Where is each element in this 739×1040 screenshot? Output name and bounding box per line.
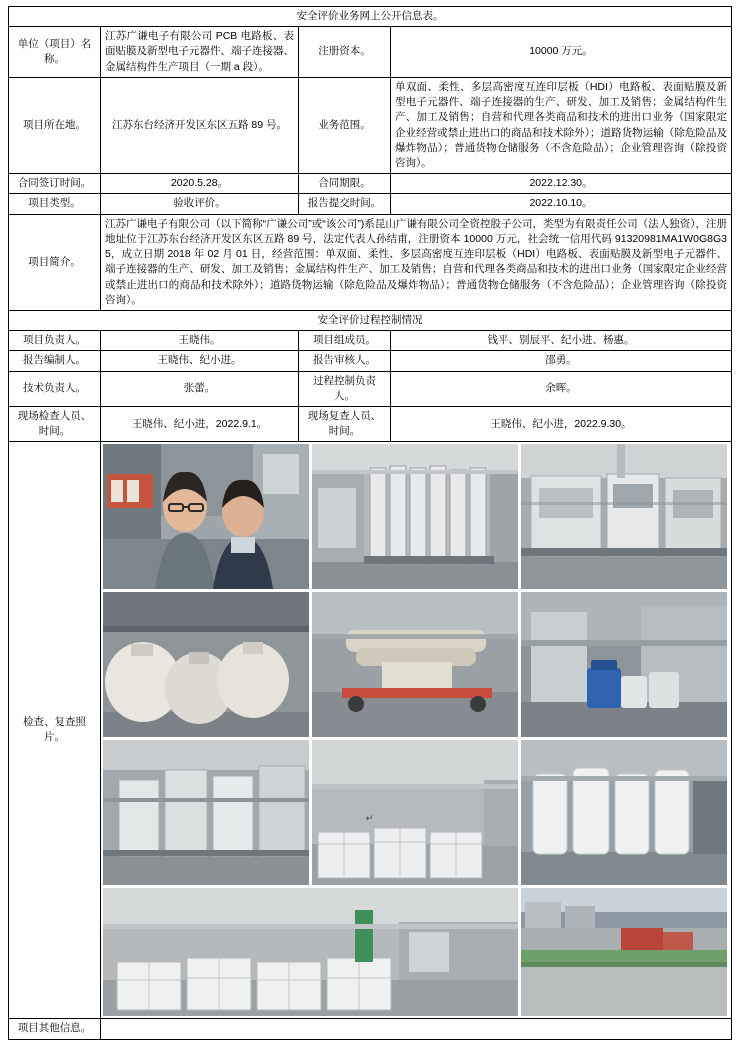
row-project-leader	[9, 331, 732, 351]
row-other-info	[9, 1019, 732, 1039]
row-section-process-control	[9, 310, 732, 330]
section-header-process-control: 安全评价过程控制情况	[9, 310, 732, 330]
value-process-control-leader: 余晖。	[391, 371, 732, 406]
label-process-control-leader: 过程控制负责人。	[299, 371, 391, 406]
photo-ibc-tank-storage-hall-wide[interactable]	[103, 888, 518, 1016]
photo-pallet-truck-pipes[interactable]	[312, 592, 518, 737]
value-site-check: 王晓伟、纪小进，2022.9.1。	[101, 407, 299, 442]
label-site-recheck: 现场复查人员、时间。	[299, 407, 391, 442]
photo-warehouse-bags[interactable]	[103, 592, 309, 737]
photo-two-men-portrait[interactable]	[103, 444, 309, 589]
row-project-type	[9, 194, 732, 214]
label-unit-name: 单位（项目）名称。	[9, 27, 101, 78]
label-project-type: 项目类型。	[9, 194, 101, 214]
label-other-info: 项目其他信息。	[9, 1019, 101, 1039]
label-project-location: 项目所在地。	[9, 77, 101, 173]
label-site-check: 现场检查人员、时间。	[9, 407, 101, 442]
photo-row-2	[103, 592, 729, 737]
public-information-table	[8, 6, 732, 1040]
photo-grid	[103, 444, 729, 1016]
value-registered-capital: 10000 万元。	[391, 27, 732, 78]
label-report-writer: 报告编制人。	[9, 351, 101, 371]
value-project-type: 验收评价。	[101, 194, 299, 214]
photo-workshop-tanks-1[interactable]	[312, 444, 518, 589]
photo-row-1	[103, 444, 729, 589]
value-project-leader: 王晓伟。	[101, 331, 299, 351]
photo-grid-cell	[101, 442, 732, 1019]
value-technical-leader: 张蕾。	[101, 371, 299, 406]
photo-outdoor-truck-yard[interactable]	[521, 888, 727, 1016]
photo-chemical-drums[interactable]	[521, 592, 727, 737]
label-business-scope: 业务范围。	[299, 77, 391, 173]
value-project-members: 钱平、别辰平、纪小进、杨惠。	[391, 331, 732, 351]
row-project-location	[9, 77, 732, 173]
label-project-intro: 项目简介。	[9, 214, 101, 310]
value-report-submit-time: 2022.10.10。	[391, 194, 732, 214]
row-technical-leader	[9, 371, 732, 406]
value-project-intro: 江苏广谦电子有限公司（以下简称“广谦公司”或“该公司”)系昆山广谦有限公司全资控股子公司，类型为有限责任公司（法人独资），注册地址位于江苏东台经济开发区东区五路 89 号，法定代表人孙结甫，注册资本 10000 万元，社会统一信用代码 91320981MA1W0G8G35，成立日期 2018 年 02 月 01 日，经营范围：单双面、柔性、多层高密度互连印层板（HDI）电路板、表面贴膜及新型电子元器件、端子连接器的生产、研发、加工及销售；金属结构件生产、加工及销售；自营和代理各类商品和技术的进出口业务（国家限定企业经营或禁止进出口的商品和技术除外）；道路货物运输（除危险品及爆炸物品）；普通货物仓储服务（不含危险品）；企业管理咨询（除投资咨询）。	[101, 214, 732, 310]
value-report-writer: 王晓伟、纪小进。	[101, 351, 299, 371]
label-photos: 检查、复查照片。	[9, 442, 101, 1019]
table-title-row	[9, 7, 732, 27]
value-site-recheck: 王晓伟、纪小进，2022.9.30。	[391, 407, 732, 442]
footer-paragraph-mark: ↵	[365, 813, 374, 823]
row-contract-sign-date	[9, 174, 732, 194]
label-technical-leader: 技术负责人。	[9, 371, 101, 406]
document-title: 安全评价业务网上公开信息表。	[9, 7, 732, 27]
label-report-reviewer: 报告审核人。	[299, 351, 391, 371]
row-report-writer	[9, 351, 732, 371]
row-unit-name	[9, 27, 732, 78]
value-contract-sign-date: 2020.5.28。	[101, 174, 299, 194]
label-project-leader: 项目负责人。	[9, 331, 101, 351]
row-site-check	[9, 407, 732, 442]
value-other-info	[101, 1019, 732, 1039]
label-contract-sign-date: 合同签订时间。	[9, 174, 101, 194]
label-registered-capital: 注册资本。	[299, 27, 391, 78]
label-project-members: 项目组成员。	[299, 331, 391, 351]
photo-production-line-1[interactable]	[521, 444, 727, 589]
value-contract-term: 2022.12.30。	[391, 174, 732, 194]
row-project-intro	[9, 214, 732, 310]
value-report-reviewer: 邵勇。	[391, 351, 732, 371]
value-business-scope: 单双面、柔性、多层高密度互连印层板（HDI）电路板、表面贴膜及新型电子元器件、端子连接器的生产、研发、加工及销售；金属结构件生产、加工及销售；自营和代理各类商品和技术的进出口业务（国家限定企业经营或禁止进出口的商品和技术除外）；道路货物运输（除危险品及爆炸物品）；普通货物仓储服务（不含危险品）；企业管理咨询（除投资咨询）。	[391, 77, 732, 173]
value-project-location: 江苏东台经济开发区东区五路 89 号。	[101, 77, 299, 173]
row-photos	[9, 442, 732, 1019]
label-report-submit-time: 报告提交时间。	[299, 194, 391, 214]
value-unit-name: 江苏广谦电子有限公司 PCB 电路板、表面贴膜及新型电子元器件、端子连接器、金属结构件生产项目（一期 a 段）。	[101, 27, 299, 78]
label-contract-term: 合同期限。	[299, 174, 391, 194]
photo-row-4	[103, 888, 729, 1016]
